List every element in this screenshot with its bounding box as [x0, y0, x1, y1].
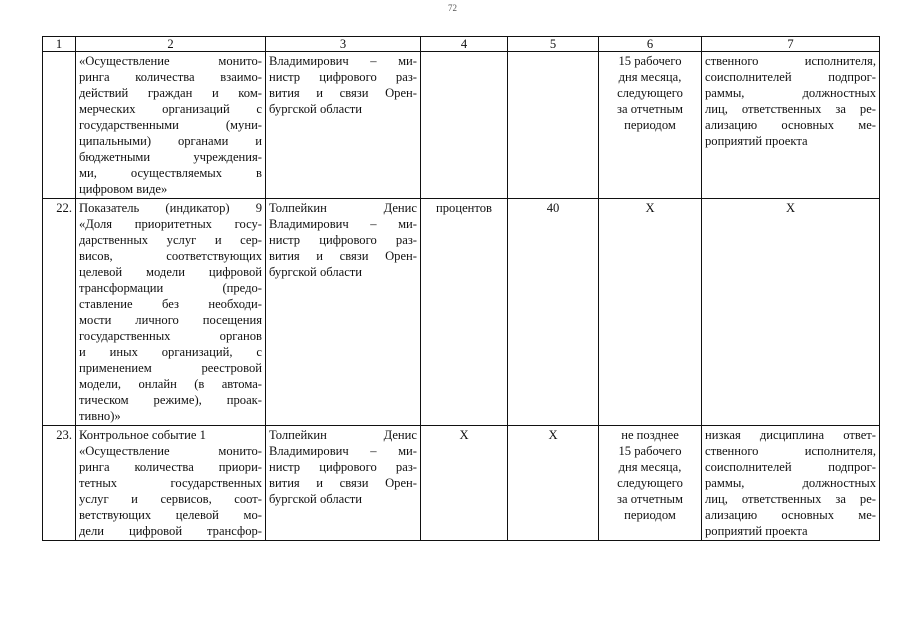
text-line: следующего — [617, 476, 683, 490]
text-line: вития и связи Орен- — [269, 476, 417, 490]
text-line: государственными (муни- — [79, 118, 262, 132]
unit-cell: Х — [421, 426, 508, 541]
text-line: «Осуществление монито- — [79, 444, 262, 458]
text-line: мерческих организаций с — [79, 102, 262, 116]
text-line: Контрольное событие 1 — [79, 428, 206, 442]
text-line: ципальными) органами и — [79, 134, 262, 148]
header-row — [43, 37, 880, 52]
deadline-cell — [599, 199, 702, 426]
col-header-6: 6 — [599, 37, 702, 52]
col-header-1: 1 — [43, 37, 76, 52]
text-line: ственного исполнителя, — [705, 54, 876, 68]
value-cell — [508, 52, 599, 199]
unit-cell: процентов — [421, 199, 508, 426]
responsible-cell — [266, 199, 421, 426]
text-line: применением реестровой — [79, 361, 262, 375]
text-line: вития и связи Орен- — [269, 86, 417, 100]
text-line: Х — [785, 201, 796, 215]
text-line: Х — [645, 201, 655, 215]
text-line: бургской области — [269, 265, 363, 279]
text-line: услуг и сервисов, соот- — [79, 492, 262, 506]
text-line: вития и связи Орен- — [269, 249, 417, 263]
row-number: 22. — [43, 199, 76, 426]
text-line: Толпейкин Денис — [269, 428, 417, 442]
text-line: Толпейкин Денис — [269, 201, 417, 215]
row-number — [43, 52, 76, 199]
risk-cell — [702, 199, 880, 426]
text-line: 15 рабочего — [618, 444, 682, 458]
text-line: нистр цифрового раз- — [269, 233, 417, 247]
responsible-cell — [266, 52, 421, 199]
text-line: бургской области — [269, 492, 363, 506]
table-row — [43, 426, 880, 541]
text-line: за отчетным — [617, 102, 683, 116]
text-line: Владимирович – ми- — [269, 54, 417, 68]
value-cell: Х — [508, 426, 599, 541]
value-cell: 40 — [508, 199, 599, 426]
text-line: ставление без необходи- — [79, 297, 262, 311]
text-line: нистр цифрового раз- — [269, 460, 417, 474]
text-line: «Осуществление монито- — [79, 54, 262, 68]
col-header-5: 5 — [508, 37, 599, 52]
text-line: соисполнителей подпрог- — [705, 70, 876, 84]
text-line: роприятий проекта — [705, 134, 808, 148]
text-line: бургской области — [269, 102, 363, 116]
text-line: периодом — [624, 118, 676, 132]
text-line: дарственных услуг и сер- — [79, 233, 262, 247]
text-line: тетных государственных — [79, 476, 262, 490]
text-line: следующего — [617, 86, 683, 100]
table-row — [43, 199, 880, 426]
indicator-name-cell — [76, 52, 266, 199]
text-line: трансформации (предо- — [79, 281, 262, 295]
text-line: ственного исполнителя, — [705, 444, 876, 458]
text-line: ринга количества приори- — [79, 460, 262, 474]
text-line: за отчетным — [617, 492, 683, 506]
text-line: нистр цифрового раз- — [269, 70, 417, 84]
text-line: ализацию основных ме- — [705, 118, 876, 132]
risk-cell — [702, 426, 880, 541]
unit-cell — [421, 52, 508, 199]
col-header-4: 4 — [421, 37, 508, 52]
indicator-name-cell — [76, 199, 266, 426]
text-line: периодом — [624, 508, 676, 522]
col-header-2: 2 — [76, 37, 266, 52]
text-line: модели, онлайн (в автома- — [79, 377, 262, 391]
text-line: не позднее — [621, 428, 679, 442]
col-header-3: 3 — [266, 37, 421, 52]
text-line: государственных органов — [79, 329, 262, 343]
text-line: дня месяца, — [618, 460, 682, 474]
text-line: Владимирович – ми- — [269, 217, 417, 231]
text-line: соисполнителей подпрог- — [705, 460, 876, 474]
text-line: тивно)» — [79, 409, 121, 423]
responsible-cell — [266, 426, 421, 541]
row-number: 23. — [43, 426, 76, 541]
text-line: бюджетными учреждения- — [79, 150, 262, 164]
deadline-cell — [599, 52, 702, 199]
text-line: ветствующих целевой мо- — [79, 508, 262, 522]
text-line: мости личного посещения — [79, 313, 262, 327]
text-line: раммы, должностных — [705, 86, 876, 100]
text-line: низкая дисциплина ответ- — [705, 428, 876, 442]
col-header-7: 7 — [702, 37, 880, 52]
text-line: «Доля приоритетных госу- — [79, 217, 262, 231]
text-line: и иных организаций, с — [79, 345, 262, 359]
text-line: дели цифровой трансфор- — [79, 524, 262, 538]
text-line: действий граждан и ком- — [79, 86, 262, 100]
text-line: целевой модели цифровой — [79, 265, 262, 279]
text-line: раммы, должностных — [705, 476, 876, 490]
text-line: Показатель (индикатор) 9 — [79, 201, 262, 215]
page-number: 72 — [448, 3, 457, 13]
text-line: Владимирович – ми- — [269, 444, 417, 458]
text-line: висов, соответствующих — [79, 249, 262, 263]
text-line: роприятий проекта — [705, 524, 808, 538]
deadline-cell — [599, 426, 702, 541]
table-row — [43, 52, 880, 199]
text-line: дня месяца, — [618, 70, 682, 84]
document-table — [42, 36, 880, 541]
indicator-name-cell — [76, 426, 266, 541]
text-line: ализацию основных ме- — [705, 508, 876, 522]
text-line: цифровом виде» — [79, 182, 168, 196]
text-line: тическом режиме), проак- — [79, 393, 262, 407]
text-line: лиц, ответственных за ре- — [705, 492, 876, 506]
text-line: лиц, ответственных за ре- — [705, 102, 876, 116]
risk-cell — [702, 52, 880, 199]
text-line: ринга количества взаимо- — [79, 70, 262, 84]
text-line: 15 рабочего — [618, 54, 682, 68]
text-line: ми, осуществляемых в — [79, 166, 262, 180]
